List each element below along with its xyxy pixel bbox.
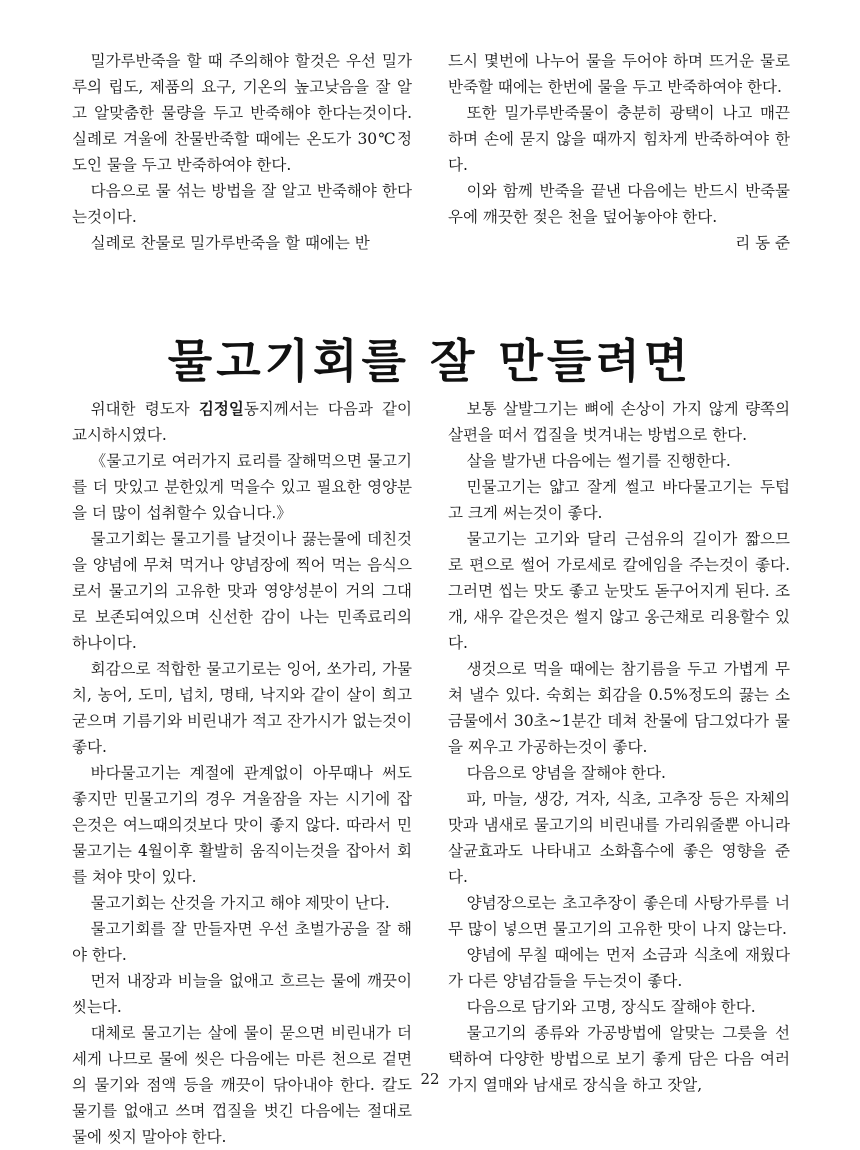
paragraph: 다음으로 물 섞는 방법을 잘 알고 반죽해야 한다는것이다.: [72, 182, 412, 226]
paragraph: 먼저 내장과 비늘을 없애고 흐르는 물에 깨끗이 씻는다.: [72, 972, 412, 1016]
leader-name: 김정일: [198, 400, 244, 418]
intro-text: 위대한 령도자: [90, 400, 199, 418]
paragraph: 대체로 물고기는 살에 물이 묻으면 비린내가 더 세게 나므로 물에 씻은 다음에는 마른 천으로 겉면의 물기와 점액 등을 깨끗이 닦아내야 한다. 칼도 물기를 없애고 쓰며 껍질을 벗긴 다음에는 절대로 물에 씻지 말아야 한다.: [72, 1024, 412, 1146]
paragraph: 회감으로 적합한 물고기로는 잉어, 쏘가리, 가물치, 농어, 도미, 넙치, 명태, 낙지와 같이 살이 희고 굳으며 기름기와 비린내가 적고 잔가시가 없는것이 좋다.: [72, 660, 412, 756]
paragraph: 물고기회는 산것을 가지고 해야 제맛이 난다.: [90, 894, 390, 912]
paragraph: 밀가루반죽을 할 때 주의해야 할것은 우선 밀가루의 립도, 제품의 요구, 기온의 높고낮음을 잘 알고 알맞춤한 물량을 두고 반죽해야 한다는것이다. 실례로 겨울에 찬물반죽할 때에는 온도가 30℃정도인 물을 두고 반죽하여야 한다.: [72, 52, 412, 174]
paragraph: 물고기는 고기와 달리 근섬유의 길이가 짧으므로 편으로 썰어 가로세로 칼에임을 주는것이 좋다. 그러면 씹는 맛도 좋고 눈맛도 돋구어지게 된다. 조개, 새우 같은것은 썰지 않고 옹근채로 리용할수 있다.: [448, 530, 790, 652]
top-article-right-column: [448, 48, 790, 256]
main-article-right-column: [448, 396, 790, 1098]
paragraph: 실례로 찬물로 밀가루반죽을 할 때에는 반: [90, 234, 370, 252]
paragraph: 살을 발가낸 다음에는 썰기를 진행한다.: [466, 452, 731, 470]
paragraph: 물고기회를 잘 만들자면 우선 초벌가공을 잘 해야 한다.: [72, 920, 412, 964]
paragraph: 양념에 무칠 때에는 먼저 소금과 식초에 재웠다가 다른 양념감들을 두는것이 좋다.: [448, 946, 790, 990]
paragraph: 또한 밀가루반죽물이 충분히 광택이 나고 매끈하며 손에 묻지 않을 때까지 힘차게 반죽하여야 한다.: [448, 104, 790, 174]
paragraph: 바다물고기는 계절에 관계없이 아무때나 써도 좋지만 민물고기의 경우 겨울잠을 자는 시기에 잡은것은 여느때의것보다 맛이 좋지 않다. 따라서 민물고기는 4월이후 활발히 움직이는것을 잡아서 회를 쳐야 맛이 있다.: [72, 764, 412, 886]
paragraph-continuation: 드시 몇번에 나누어 물을 두어야 하며 뜨거운 물로 반죽할 때에는 한번에 물을 두고 반죽하여야 한다.: [448, 52, 790, 96]
quote-paragraph: 《물고기로 여러가지 료리를 잘해먹으면 물고기를 더 맛있고 분한있게 먹을수 있고 필요한 영양분을 더 많이 섭취할수 있습니다.》: [72, 452, 412, 522]
paragraph: 다음으로 담기와 고명, 장식도 잘해야 한다.: [466, 998, 756, 1016]
paragraph: 물고기의 종류와 가공방법에 알맞는 그릇을 선택하여 다양한 방법으로 보기 좋게 담은 다음 여러가지 열매와 남새로 장식을 하고 잣알,: [448, 1024, 790, 1094]
paragraph: 물고기회는 물고기를 날것이나 끓는물에 데친것을 양념에 무쳐 먹거나 양념장에 찍어 먹는 음식으로서 물고기의 고유한 맛과 영양성분이 거의 그대로 보존되여있으며 신선한 감이 나는 민족료리의 하나이다.: [72, 530, 412, 652]
paragraph: 민물고기는 얇고 잘게 썰고 바다물고기는 두텁고 크게 써는것이 좋다.: [448, 478, 790, 522]
author-byline: 리 동 준: [735, 234, 790, 252]
paragraph: 이와 함께 반죽을 끝낸 다음에는 반드시 반죽물우에 깨끗한 젖은 천을 덮어놓아야 한다.: [448, 182, 790, 226]
paragraph: 파, 마늘, 생강, 겨자, 식초, 고추장 등은 자체의 맛과 냄새로 물고기의 비린내를 가리워줄뿐 아니라 살균효과도 나타내고 소화흡수에 좋은 영향을 준다.: [448, 790, 790, 886]
intro-paragraph: [72, 396, 412, 448]
top-article-left-column: [72, 48, 412, 256]
intro-text: 동지께서는 다음과 같이 교시하시였다.: [72, 400, 412, 444]
main-article-left-column: [72, 396, 412, 1150]
page-number: 22: [420, 1070, 440, 1088]
paragraph: 양념장으로는 초고추장이 좋은데 사탕가루를 너무 많이 넣으면 물고기의 고유한 맛이 나지 않는다.: [448, 894, 790, 938]
paragraph: 보통 살발그기는 뼈에 손상이 가지 않게 량쪽의 살편을 떠서 껍질을 벗겨내는 방법으로 한다.: [448, 400, 790, 444]
paragraph: 다음으로 양념을 잘해야 한다.: [466, 764, 666, 782]
paragraph: 생것으로 먹을 때에는 참기름을 두고 가볍게 무쳐 낼수 있다. 숙회는 회감을 0.5%정도의 끓는 소금물에서 30초~1분간 데쳐 찬물에 담그었다가 물을 찌우고 가공하는것이 좋다.: [448, 660, 790, 756]
article-title: 물고기회를 잘 만들려면: [167, 334, 693, 388]
